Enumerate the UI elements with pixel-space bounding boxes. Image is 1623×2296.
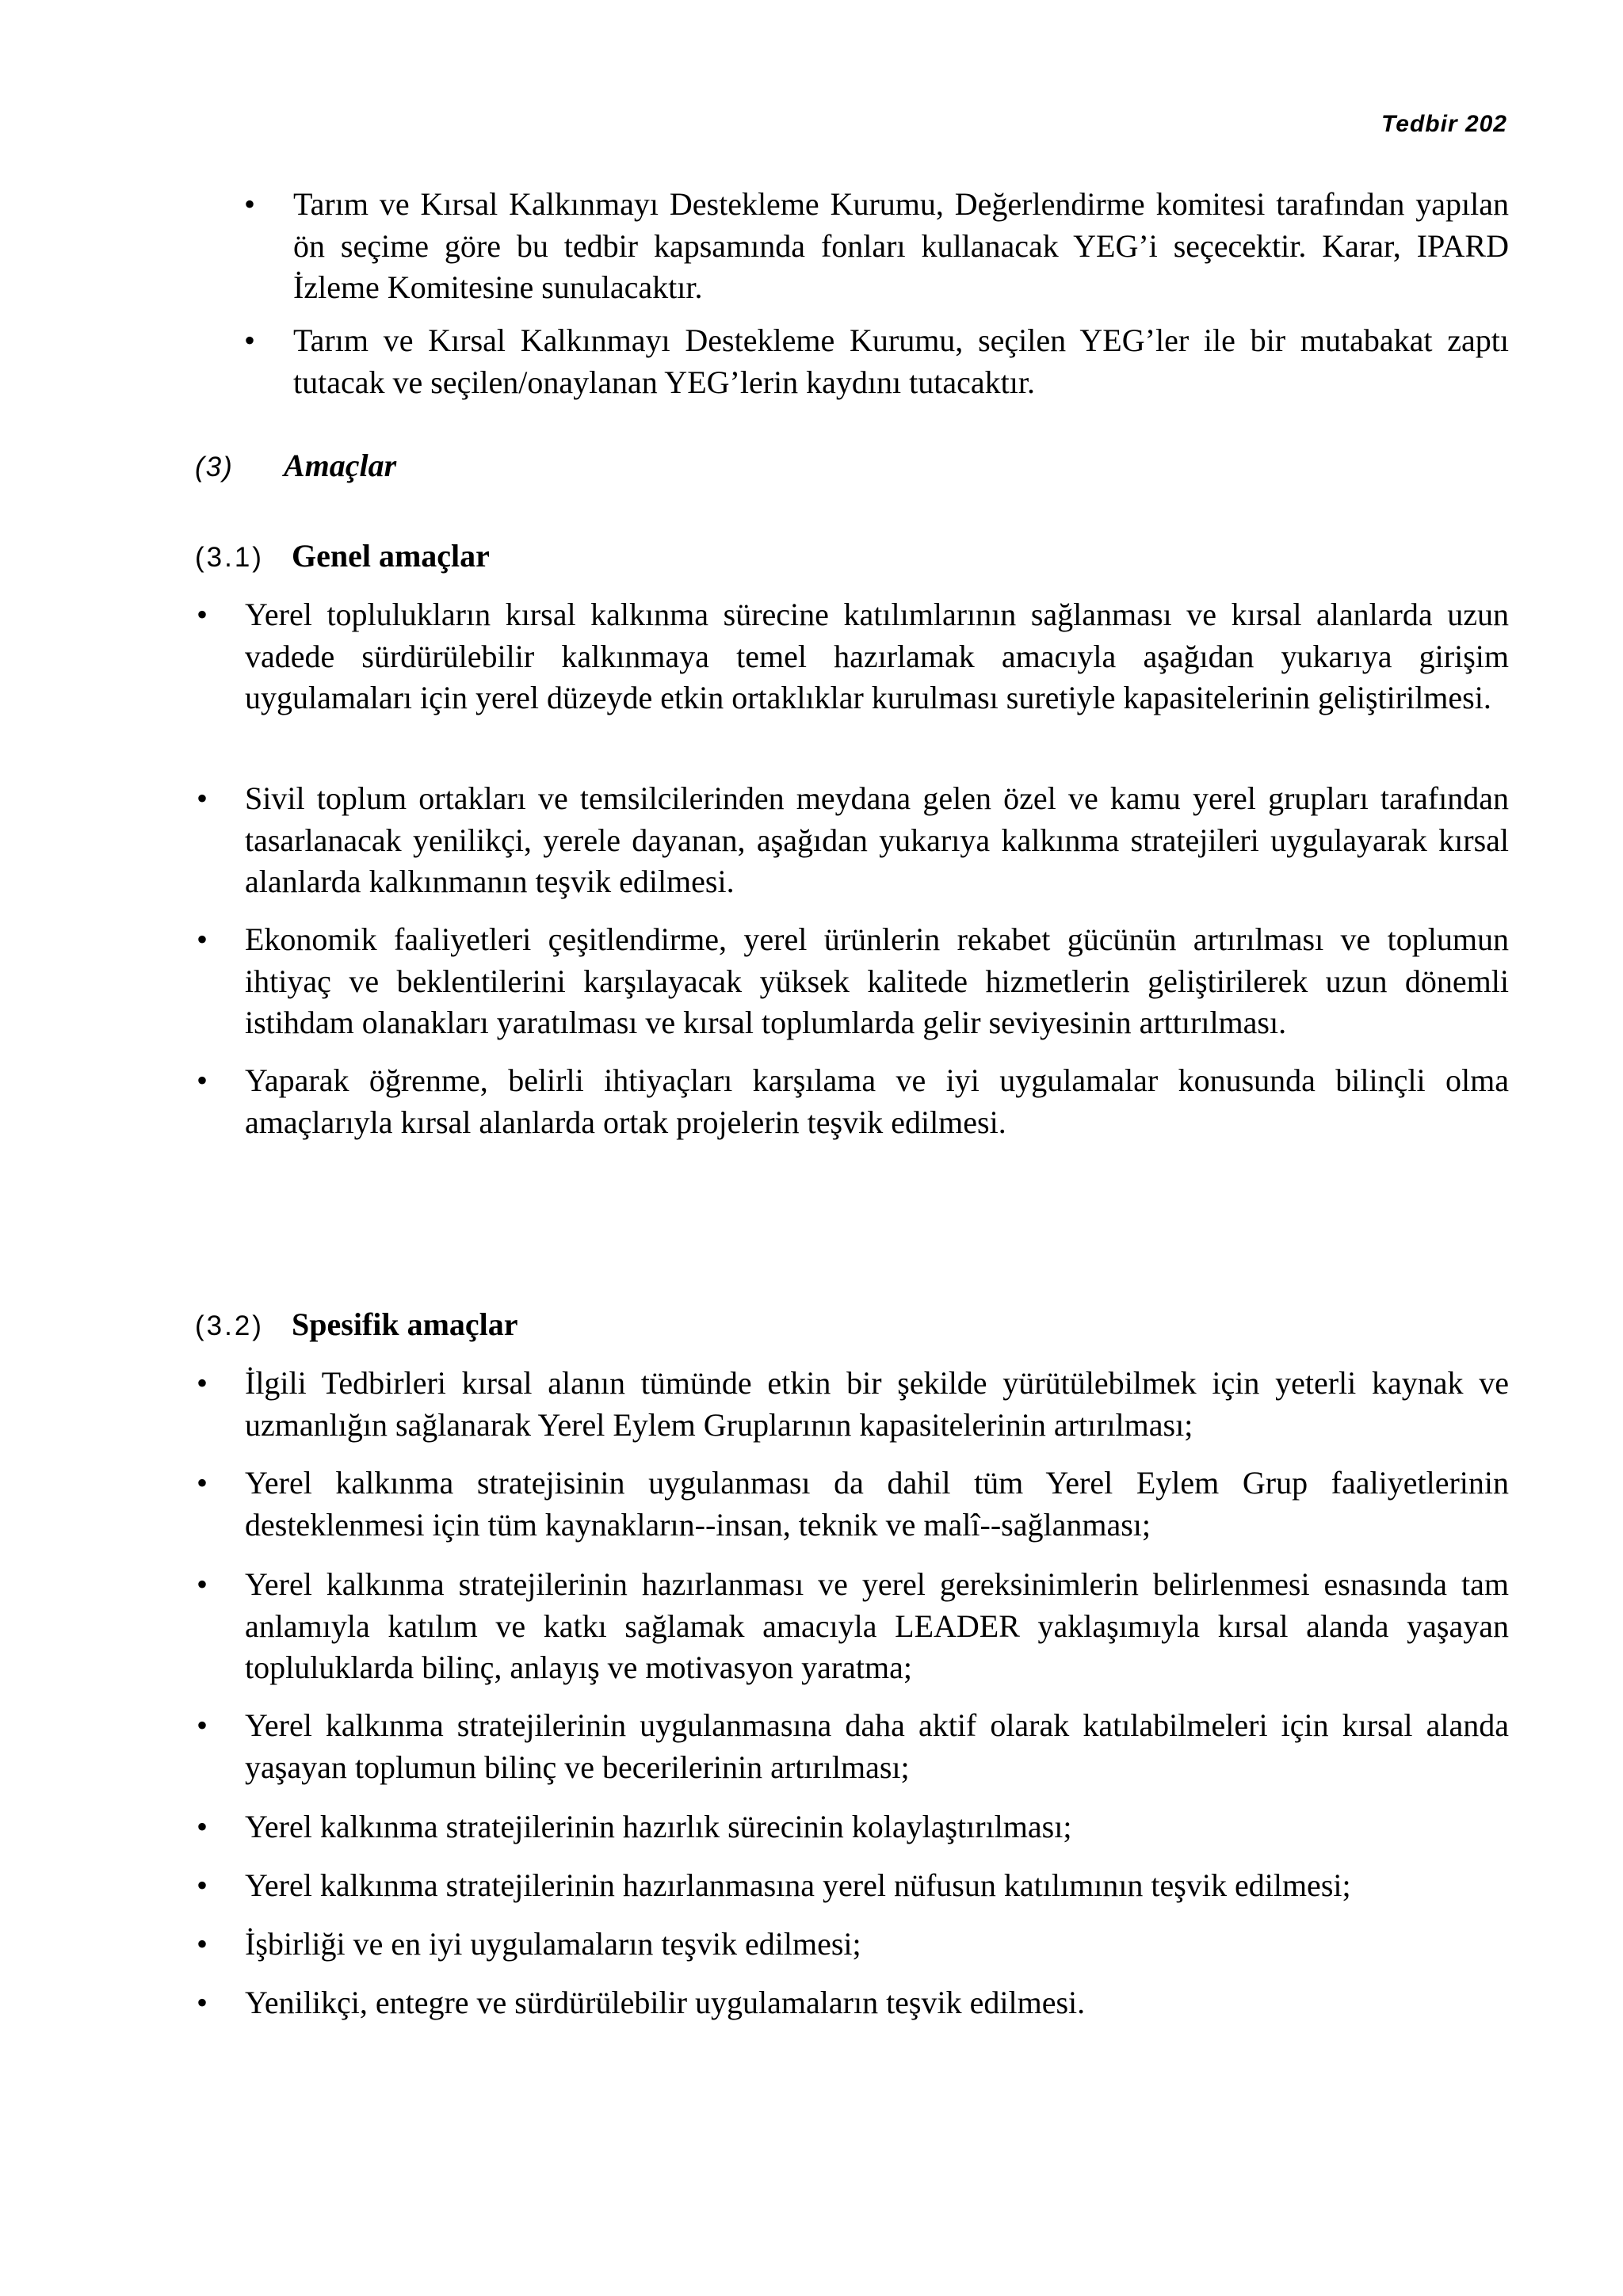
list-item (197, 919, 1509, 1044)
list-item (197, 594, 1509, 719)
section-number: (3.1) (195, 542, 264, 573)
list-item (197, 1806, 1509, 1848)
section-number: (3.2) (195, 1310, 264, 1341)
section-title: Spesifik amaçlar (292, 1306, 518, 1342)
bullet-icon: • (197, 1707, 208, 1743)
bullet-icon: • (197, 1465, 208, 1501)
list-item-text: Yerel kalkınma stratejilerinin hazırlanmasına yerel nüfusun katılımının teşvik edilmesi; (245, 1867, 1351, 1903)
section-heading-3 (195, 445, 396, 488)
list-item-text: Yerel kalkınma stratejilerinin uygulanmasına daha aktif olarak katılabilmeleri için kırsal alanda yaşayan toplumun bilinç ve becerilerinin artırılması; (245, 1707, 1509, 1785)
list-item (197, 1564, 1509, 1689)
bullet-icon: • (197, 921, 208, 957)
list-item-text: Yerel kalkınma stratejilerinin hazırlanması ve yerel gereksinimlerin belirlenmesi esnasında tam anlamıyla katılım ve katkı sağlamak amacıyla LEADER yaklaşımıyla kırsal alanda yaşayan topluluklarda bilinç, anlayış ve motivasyon yaratma; (245, 1566, 1509, 1685)
section-title: Amaçlar (284, 448, 397, 483)
bullet-icon: • (197, 597, 208, 632)
list-item-text: Yenilikçi, entegre ve sürdürülebilir uygulamaların teşvik edilmesi. (245, 1985, 1086, 2020)
list-item-text: Yerel toplulukların kırsal kalkınma sürecine katılımlarının sağlanması ve kırsal alanlarda uzun vadede sürdürülebilir kalkınmaya temel hazırlamak amacıyla aşağıdan yukarıya girişim uygulamaları için yerel düzeyde etkin ortaklıklar kurulması suretiyle kapasitelerinin geliştirilmesi. (245, 597, 1509, 715)
bullet-icon: • (197, 1062, 208, 1098)
section-title: Genel amaçlar (292, 538, 490, 574)
list-item (197, 1865, 1509, 1907)
list-item-text: Yerel kalkınma stratejilerinin hazırlık sürecinin kolaylaştırılması; (245, 1809, 1072, 1844)
section-heading-3-2 (195, 1304, 518, 1347)
bullet-icon: • (244, 322, 256, 358)
list-item (244, 320, 1509, 403)
bullet-icon: • (197, 1566, 208, 1602)
section-number: (3) (195, 452, 234, 482)
bullet-icon: • (197, 1365, 208, 1401)
list-item (244, 184, 1509, 309)
list-item (197, 1463, 1509, 1546)
section-heading-3-1 (195, 536, 490, 578)
list-item-text: Tarım ve Kırsal Kalkınmayı Destekleme Kurumu, Değerlendirme komitesi tarafından yapılan ön seçime göre bu tedbir kapsamında fonları kullanacak YEG’i seçecektir. Karar, IPARD İzleme Komitesine sunulacaktır. (293, 186, 1509, 305)
list-item (197, 778, 1509, 903)
bullet-icon: • (197, 780, 208, 816)
running-header: Tedbir 202 (1381, 111, 1507, 137)
list-item-text: İlgili Tedbirleri kırsal alanın tümünde etkin bir şekilde yürütülebilmek için yeterli kaynak ve uzmanlığın sağlanarak Yerel Eylem Gruplarının kapasitelerinin artırılması; (245, 1365, 1509, 1443)
bullet-icon: • (197, 1926, 208, 1962)
list-item-text: Sivil toplum ortakları ve temsilcilerinden meydana gelen özel ve kamu yerel grupları tarafından tasarlanacak yenilikçi, yerele dayanan, aşağıdan yukarıya kalkınma stratejileri uygulayarak kırsal alanlarda kalkınmanın teşvik edilmesi. (245, 780, 1509, 899)
list-item (197, 1363, 1509, 1446)
bullet-icon: • (244, 186, 256, 222)
bullet-icon: • (197, 1985, 208, 2020)
list-item-text: Yerel kalkınma stratejisinin uygulanması da dahil tüm Yerel Eylem Grup faaliyetlerinin desteklenmesi için tüm kaynakların--insan, teknik ve malî--sağlanması; (245, 1465, 1509, 1543)
list-item (197, 1924, 1509, 1966)
bullet-icon: • (197, 1809, 208, 1844)
list-item (197, 1705, 1509, 1788)
list-item-text: Ekonomik faaliyetleri çeşitlendirme, yerel ürünlerin rekabet gücünün artırılması ve toplumun ihtiyaç ve beklentilerini karşılayacak yüksek kalitede hizmetlerin geliştirilerek uzun dönemli istihdam olanakları yaratılması ve kırsal toplumlarda gelir seviyesinin arttırılması. (245, 921, 1509, 1040)
list-item (197, 1982, 1509, 2024)
list-item-text: İşbirliği ve en iyi uygulamaların teşvik edilmesi; (245, 1926, 861, 1962)
list-item (197, 1060, 1509, 1143)
list-item-text: Tarım ve Kırsal Kalkınmayı Destekleme Kurumu, seçilen YEG’ler ile bir mutabakat zaptı tutacak ve seçilen/onaylanan YEG’lerin kaydını tutacaktır. (293, 322, 1509, 400)
bullet-icon: • (197, 1867, 208, 1903)
list-item-text: Yaparak öğrenme, belirli ihtiyaçları karşılama ve iyi uygulamalar konusunda bilinçli olma amaçlarıyla kırsal alanlarda ortak projelerin teşvik edilmesi. (245, 1062, 1509, 1140)
